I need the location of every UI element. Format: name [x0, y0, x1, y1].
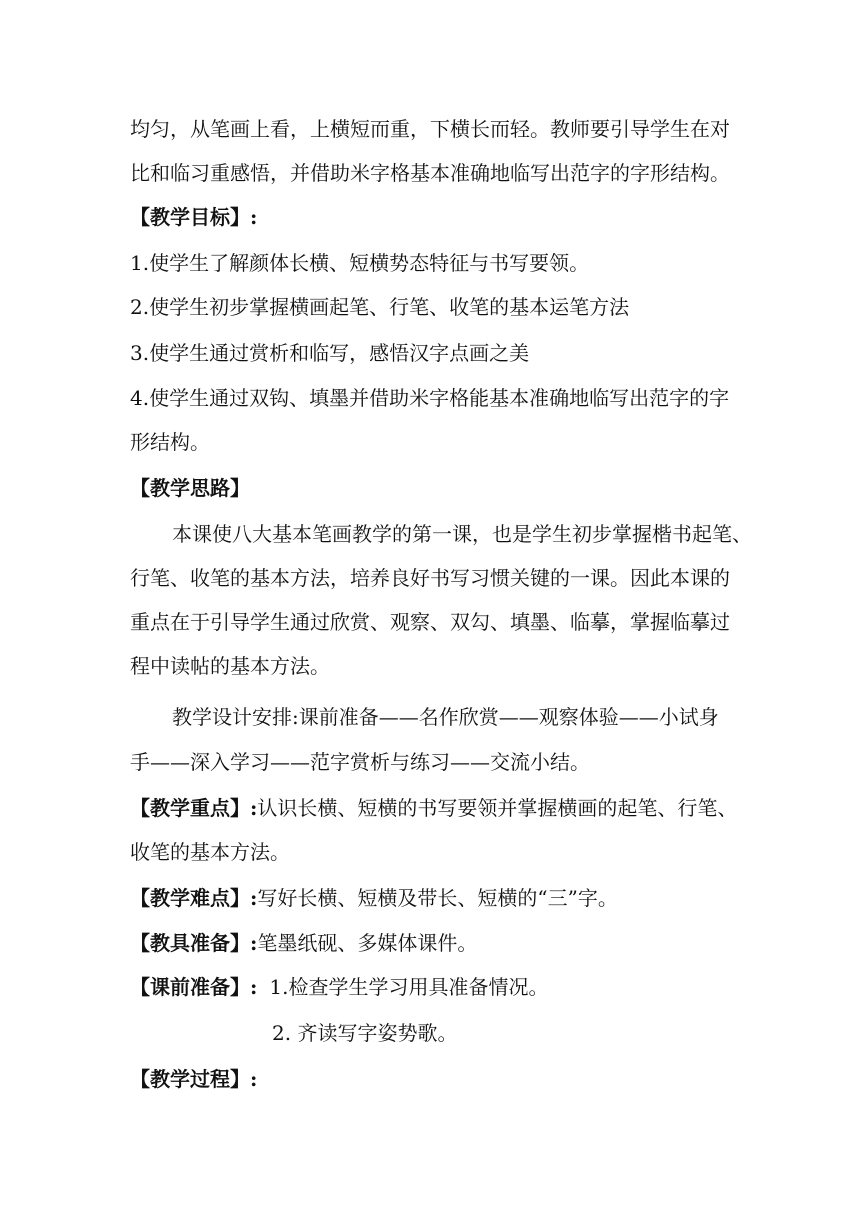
- preparation-item-1: 1.检查学生学习用具准备情况。: [269, 975, 549, 999]
- difficulties-text: 写好长横、短横及带长、短横的“三”字。: [257, 886, 618, 910]
- objective-item-2: 2.使学生初步掌握横画起笔、行笔、收笔的基本运笔方法: [130, 295, 630, 319]
- objective-item-4-line-2: 形结构。: [130, 430, 210, 454]
- approach-p1-line-3: 重点在于引导学生通过欣赏、观察、双勾、填墨、临摹，掌握临摹过: [130, 610, 730, 634]
- objectives-heading: 【教学目标】:: [130, 205, 258, 229]
- approach-p1-line-4: 程中读帖的基本方法。: [130, 654, 330, 678]
- objective-item-1: 1.使学生了解颜体长横、短横势态特征与书写要领。: [130, 251, 590, 275]
- difficulties-line: [130, 886, 618, 910]
- process-heading: 【教学过程】:: [130, 1067, 258, 1091]
- key-points-label: 【教学重点】:: [130, 796, 258, 820]
- key-points-line-2: 收笔的基本方法。: [130, 840, 290, 864]
- tools-label: 【教具准备】:: [130, 931, 258, 955]
- difficulties-label: 【教学难点】:: [130, 886, 258, 910]
- approach-p2-line-1: 教学设计安排:课前准备——名作欣赏——观察体验——小试身: [172, 705, 719, 729]
- intro-line-1: 均匀，从笔画上看，上横短而重，下横长而轻。教师要引导学生在对: [130, 117, 730, 141]
- tools-line: [130, 931, 477, 955]
- approach-p1-line-2: 行笔、收笔的基本方法，培养良好书写习惯关键的一课。因此本课的: [130, 566, 730, 590]
- tools-text: 笔墨纸砚、多媒体课件。: [257, 931, 478, 955]
- approach-heading: 【教学思路】: [130, 476, 250, 500]
- preparation-label: 【课前准备】:: [130, 975, 258, 999]
- approach-p1-line-1: 本课使八大基本笔画教学的第一课，也是学生初步掌握楷书起笔、: [172, 522, 752, 546]
- key-points-line-1: [130, 796, 737, 820]
- objective-item-4-line-1: 4.使学生通过双钩、填墨并借助米字格能基本准确地临写出范字的字: [130, 386, 730, 410]
- approach-p2-line-2: 手——深入学习——范字赏析与练习——交流小结。: [130, 750, 590, 774]
- objective-item-3: 3.使学生通过赏析和临写，感悟汉字点画之美: [130, 341, 530, 365]
- preparation-line: [130, 975, 548, 999]
- key-points-text: 认识长横、短横的书写要领并掌握横画的起笔、行笔、: [257, 796, 738, 820]
- intro-line-2: 比和临习重感悟，并借助米字格基本准确地临写出范字的字形结构。: [130, 161, 730, 185]
- preparation-item-2: 2. 齐读写字姿势歌。: [272, 1021, 458, 1045]
